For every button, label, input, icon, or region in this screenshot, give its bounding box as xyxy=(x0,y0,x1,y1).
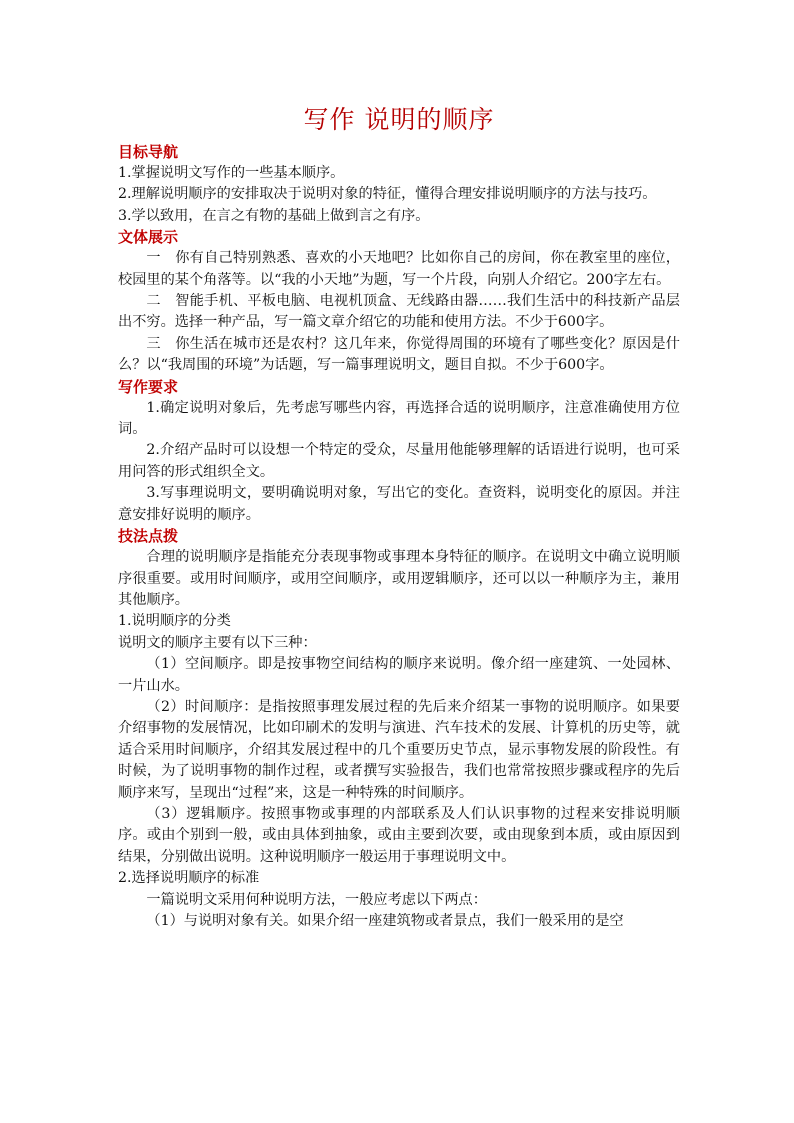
showcase-item: 二 智能手机、平板电脑、电视机顶盒、无线路由器……我们生活中的科技新产品层出不穷。选择一种产品，写一篇文章介绍它的功能和使用方法。不少于600字。 xyxy=(118,293,680,331)
section-heading-requirements: 写作要求 xyxy=(118,377,179,396)
criteria-item: （1）与说明对象有关。如果介绍一座建筑物或者景点，我们一般采用的是空 xyxy=(146,913,624,929)
section-heading-goals: 目标导航 xyxy=(118,143,179,161)
subsection-title: 1.说明顺序的分类 xyxy=(118,613,231,630)
subsection-title: 2.选择说明顺序的标准 xyxy=(118,870,260,887)
section-heading-showcase: 文体展示 xyxy=(118,228,179,247)
page-title: 写作 说明的顺序 xyxy=(303,105,495,134)
subsection-lead: 一篇说明文采用何种说明方法，一般应考虑以下两点： xyxy=(146,891,487,908)
goal-item: 2.理解说明顺序的安排取决于说明对象的特征，懂得合理安排说明顺序的方法与技巧。 xyxy=(118,186,657,203)
order-type-item: （2）时间顺序：是指按照事理发展过程的先后来介绍某一事物的说明顺序。如果要介绍事物的发展情况，比如印刷术的发明与演进、汽车技术的发展、计算机的历史等，就适合采用时间顺序，介绍其发展过程中的几个重要历史节点，显示事物发展的阶段性。有时候，为了说明事物的制作过程，或者撰写实验报告，我们也常常按照步骤或程序的先后顺序来写，呈现出“过程”来，这是一种特殊的时间顺序。 xyxy=(118,698,680,801)
subsection-lead: 说明文的顺序主要有以下三种： xyxy=(118,634,317,651)
requirement-item: 1.确定说明对象后，先考虑写哪些内容，再选择合适的说明顺序，注意准确使用方位词。 xyxy=(118,399,680,438)
requirement-item: 3.写事理说明文，要明确说明对象，写出它的变化。查资料，说明变化的原因。并注意安排好说明的顺序。 xyxy=(118,485,680,523)
section-heading-tips: 技法点拨 xyxy=(118,527,179,546)
showcase-item: 三 你生活在城市还是农村？这几年来，你觉得周围的环境有了哪些变化？原因是什么？以“我周围的环境”为话题，写一篇事理说明文，题目自拟。不少于600字。 xyxy=(118,335,680,374)
goal-item: 3.学以致用，在言之有物的基础上做到言之有序。 xyxy=(118,207,430,224)
order-type-item: （3）逻辑顺序。按照事物或事理的内部联系及人们认识事物的过程来安排说明顺序。或由个别到一般，或由具体到抽象，或由主要到次要，或由现象到本质，或由原因到结果，分别做出说明。这种说明顺序一般运用于事理说明文中。 xyxy=(118,805,680,865)
showcase-item: 一 你有自己特别熟悉、喜欢的小天地吧？比如你自己的房间，你在教室里的座位，校园里的某个角落等。以“我的小天地”为题，写一个片段，向别人介绍它。200字左右。 xyxy=(118,250,680,288)
requirement-item: 2.介绍产品时可以设想一个特定的受众，尽量用他能够理解的话语进行说明，也可采用问答的形式组织全文。 xyxy=(118,442,680,480)
order-type-item: （1）空间顺序。即是按事物空间结构的顺序来说明。像介绍一座建筑、一处园林、一片山水。 xyxy=(118,656,680,694)
tips-intro: 合理的说明顺序是指能充分表现事物或事理本身特征的顺序。在说明文中确立说明顺序很重要。或用时间顺序，或用空间顺序，或用逻辑顺序，还可以以一种顺序为主，兼用其他顺序。 xyxy=(118,549,680,608)
goal-item: 1.掌握说明文写作的一些基本顺序。 xyxy=(118,165,345,181)
